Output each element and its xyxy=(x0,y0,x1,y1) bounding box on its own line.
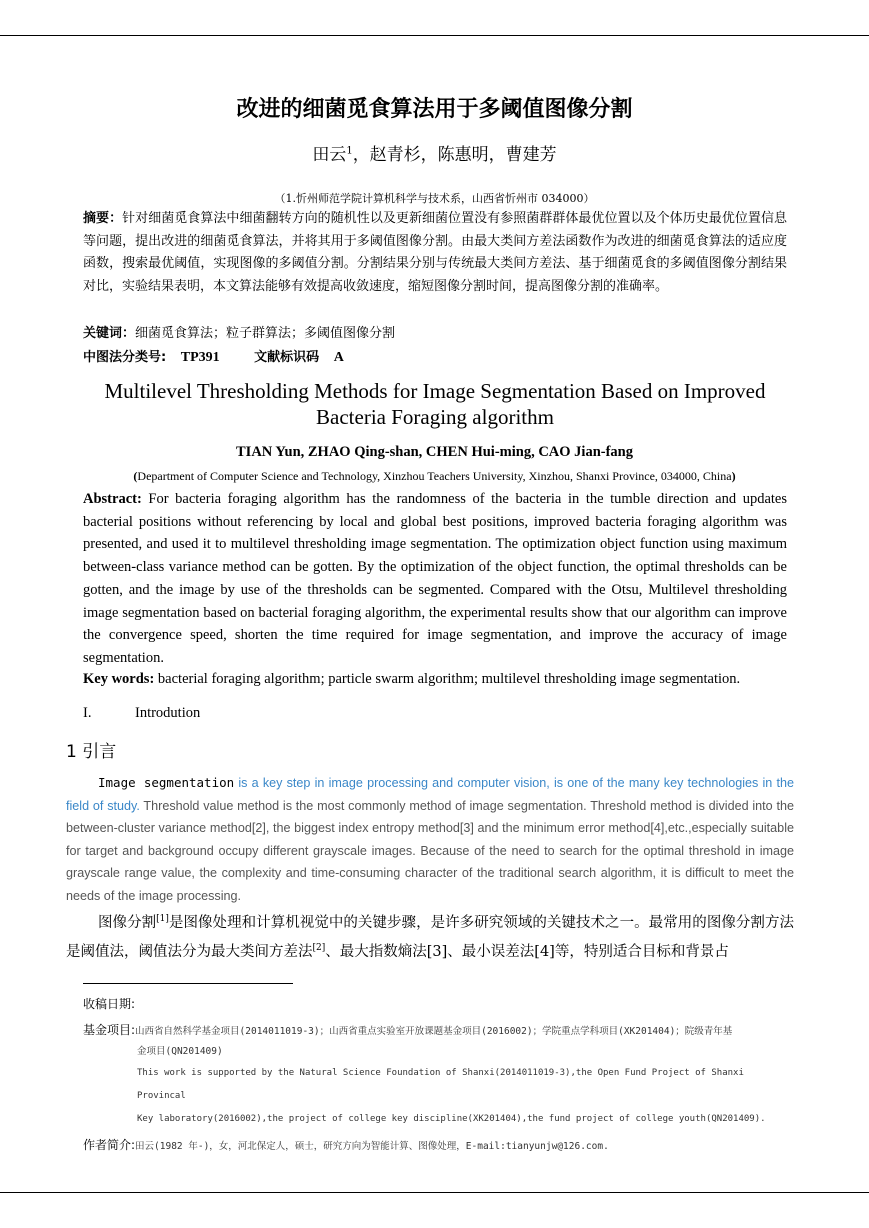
abstract-en xyxy=(83,488,787,670)
keywords-cn-label: 关键词： xyxy=(83,326,136,341)
author-text: 田云(1982 年-)，女，河北保定人，硕士，研究方向为智能计算、图像处理，E-mail:tianyunjw@126.com. xyxy=(135,1141,609,1152)
para-en-rest: Threshold value method is the most commonly method of image segmentation. Threshold method is divided into the between-cluster variance method[2], the biggest index entropy method[3] and the minimum error method[4],etc.,especially suitable for target and background occupy different grayscale images. Because of the need to search for the optimal threshold in image grayscale range value, the complexity and time-consuming character of the traditional search algorithm, it is difficult to meet the needs of the image processing. xyxy=(66,798,794,903)
clc-label: 中图法分类号: xyxy=(83,350,167,365)
footnote-rule xyxy=(83,983,293,984)
fund-cn-1: 山西省自然科学基金项目(2014011019-3)；山西省重点实验室开放课题基金项目(2016002)；学院重点学科项目(XK201404)；院级青年基 xyxy=(135,1026,733,1037)
footnote-author xyxy=(83,1135,793,1157)
affil-text: Department of Computer Science and Technology, Xinzhou Teachers University, Xinzhou, Shanxi Province, 034000, China xyxy=(137,469,732,483)
keywords-en xyxy=(83,671,787,688)
classification-line xyxy=(83,346,787,366)
intro-heading-en xyxy=(83,705,200,722)
para-cn-a: 图像分割 xyxy=(98,914,157,931)
para-cn-ref2: [2] xyxy=(312,942,326,953)
footer-rule xyxy=(0,1192,869,1193)
fund-cn-2: 金项目(QN201409) xyxy=(137,1046,223,1057)
para-cn-c: 、最大指数熵法[3]、最小误差法[4]等，特别适合目标和背景占 xyxy=(325,943,729,960)
abstract-cn xyxy=(83,208,787,298)
doc-code: A xyxy=(333,350,344,365)
affil-open: ( xyxy=(133,469,138,483)
footnote-fund xyxy=(83,1020,793,1042)
fund-en-2: Key laboratory(2016002),the project of college key discipline(XK201404),the fund project of college youth(QN201409). xyxy=(137,1114,766,1124)
doc-code-label: 文献标识码 xyxy=(254,350,320,365)
intro-paragraph-cn xyxy=(66,907,794,965)
author-label: 作者简介: xyxy=(83,1138,136,1152)
affiliation-en xyxy=(0,469,869,484)
author-rest: ，赵青杉，陈惠明，曹建芳 xyxy=(352,145,557,165)
intro-title: Introdution xyxy=(135,705,201,721)
author-first-sup: 1 xyxy=(346,145,353,157)
abstract-cn-text: 针对细菌觅食算法中细菌翻转方向的随机性以及更新细菌位置没有参照菌群群体最优位置以及个体历史最优位置信息等问题，提出改进的细菌觅食算法，并将其用于多阈值图像分割。由最大类间方差法函数作为改进的细菌觅食算法的适应度函数，搜索最优阈值，实现图像的多阈值分割。分割结果分别与传统最大类间方差法、基于细菌觅食的多阈值图像分割结果对比，实验结果表明，本文算法能够有效提高收敛速度，缩短图像分割时间，提高图像分割的准确率。 xyxy=(83,211,787,294)
abstract-cn-label: 摘要： xyxy=(83,211,123,226)
footnote-received: 收稿日期: xyxy=(83,997,136,1011)
affil-close: ) xyxy=(731,469,736,483)
para-cn-ref1: [1] xyxy=(156,914,169,924)
footnote xyxy=(83,994,793,1157)
authors-cn xyxy=(0,140,869,165)
abstract-en-text: For bacteria foraging algorithm has the randomness of the bacteria in the tumble direction and updates bacterial positions without referencing by local and global best positions, improved bacteria foraging algorithm was presented, and used it to multilevel thresholding image segmentation. The optimization object function using maximum between-class variance method can be gotten. By the optimization of the object function, the optimal thresholds can be gotten, and the image by use of the thresholds can be segmented. Compared with the Otsu, Multilevel thresholding image segmentation based on bacterial foraging algorithm, the experimental results show that our algorithm can improve the convergence speed, shorten the time required for image segmentation, and improve the accuracy of image segmentation. xyxy=(83,491,788,666)
para-en-lead: Image segmentation xyxy=(98,775,235,790)
keywords-en-text: bacterial foraging algorithm; particle swarm algorithm; multilevel thresholding image segmentation. xyxy=(157,671,741,687)
author-first: 田云 xyxy=(312,145,347,165)
abstract-en-label: Abstract: xyxy=(83,491,142,507)
keywords-en-label: Key words: xyxy=(83,671,155,687)
header-rule xyxy=(0,35,869,36)
keywords-cn-text: 细菌觅食算法；粒子群算法；多阈值图像分割 xyxy=(135,326,396,341)
fund-en-1: This work is supported by the Natural Science Foundation of Shanxi(2014011019-3),the Open Fund Project of Shanxi Provincal xyxy=(137,1068,744,1101)
intro-paragraph-en xyxy=(66,772,794,908)
affiliation-cn: （1.忻州师范学院计算机科学与技术系，山西省忻州市 034000） xyxy=(274,192,595,205)
authors-en: TIAN Yun, ZHAO Qing-shan, CHEN Hui-ming, CAO Jian-fang xyxy=(236,444,633,460)
para-en-highlight: is a key step in image processing and computer vision, is one of the many key technologies in the field of study. xyxy=(66,776,794,813)
para-cn-b: 是图像处理和计算机视觉中的关键步骤，是许多研究领域的关键技术之一。最常用的图像分割方法是阈值法，阈值法分为最大类间方差法 xyxy=(66,914,795,960)
paper-title-en: Multilevel Thresholding Methods for Image Segmentation Based on Improved Bacteria Foraging algorithm xyxy=(104,379,766,429)
fund-label: 基金项目: xyxy=(83,1023,136,1037)
clc-code: TP391 xyxy=(180,350,220,365)
intro-number: I. xyxy=(83,705,92,721)
paper-title-cn: 改进的细菌觅食算法用于多阈值图像分割 xyxy=(236,97,633,122)
keywords-cn xyxy=(83,322,787,341)
section-1-heading: 1 引言 xyxy=(66,742,117,762)
